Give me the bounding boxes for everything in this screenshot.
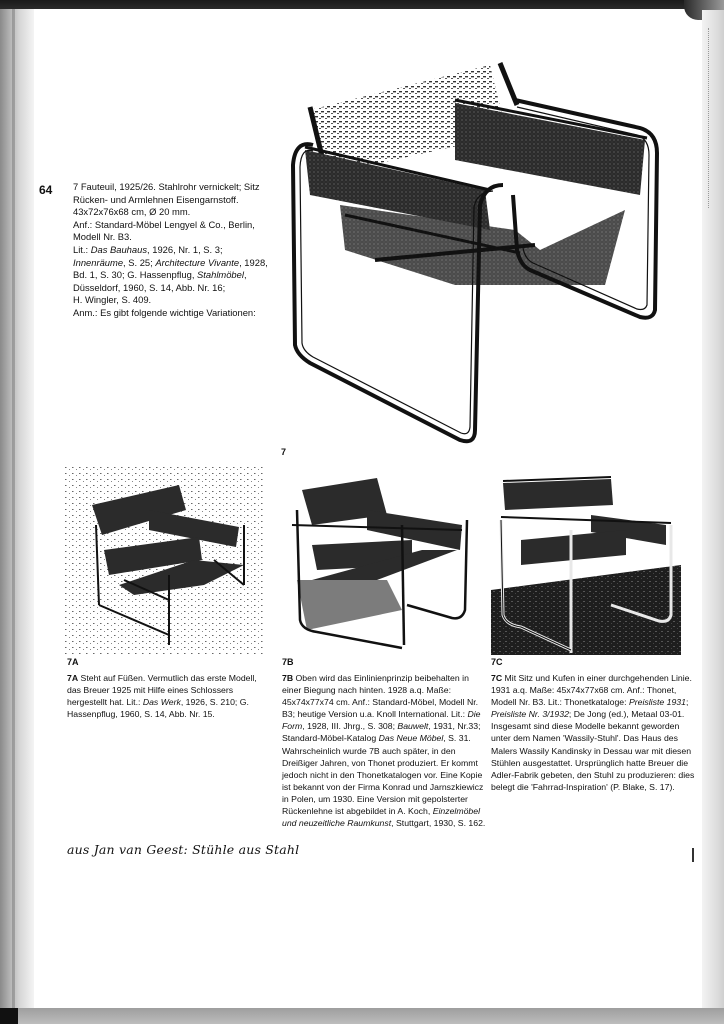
entry-title: Preisliste Nr. 3/1932 [491, 709, 569, 720]
caption-lit-line: Düsseldorf, 1960, S. 14, Abb. Nr. 16; [73, 281, 226, 293]
scan-left-shadow [0, 0, 34, 1024]
armrest-left [521, 530, 626, 565]
lit-title: Das Bauhaus [90, 243, 148, 255]
entry-id: 7A [67, 673, 79, 683]
text-7c [491, 672, 696, 793]
paragraph-7a [67, 672, 272, 720]
text-7b [282, 672, 487, 829]
entry-text: , 1931, Nr.33; Standard-Möbel-Katalog [282, 721, 481, 744]
chair-7a-photo [64, 465, 264, 655]
handwritten-source-note: aus Jan van Geest: Stühle aus Stahl [67, 842, 300, 857]
scan-gutter-line [12, 0, 15, 1024]
main-figure-caption [73, 181, 283, 320]
scan-mark [692, 848, 694, 862]
entry-text: , 1928, III. Jhrg., S. 308; [302, 721, 398, 732]
floor-background [491, 565, 681, 655]
photo-7b [282, 470, 477, 655]
scan-bottom-corner [0, 1008, 18, 1024]
scan-right-dots [708, 28, 710, 208]
lit-text: , 1926, Nr. 1, S. 3; [147, 243, 223, 255]
entry-text: Steht auf Füßen. Vermutlich das erste Modell, das Breuer 1925 mit Hilfe eines Schlossers hergestellt hat. Lit.: [67, 673, 257, 708]
text-7a [67, 672, 272, 720]
entry-id: 7C [491, 673, 503, 683]
caption-lit-line: H. Wingler, S. 409. [73, 294, 152, 306]
backrest [503, 479, 613, 510]
photo-7b-label: 7B [282, 657, 294, 667]
chair-7b-photo [282, 470, 477, 655]
entry-text: ; De Jong (ed.), Metaal 03-01. [568, 709, 685, 720]
caption-lit-line [73, 257, 283, 270]
entry-text: Mit Sitz und Kufen in einer durchgehenden Linie. 1931 a.q. Maße: 45x74x77x68 cm. Anf.: Thonet, Modell Nr. B3. Lit.: Thonetkataloge: [491, 673, 692, 708]
caption-lit-line [73, 244, 283, 257]
chair-7c-photo [491, 475, 681, 655]
photo-7c [491, 475, 681, 655]
entry-title: Das Werk [142, 697, 181, 708]
caption-line: 43x72x76x68 cm, Ø 20 mm. [73, 206, 191, 218]
right-armrest-fabric [455, 103, 645, 195]
lit-text: , 1928, [239, 256, 268, 268]
lit-prefix: Lit.: [73, 243, 91, 255]
lit-title: Innenräume [73, 256, 124, 268]
entry-text: ; [685, 697, 689, 708]
entry-title: Das Neue Möbel [378, 733, 444, 744]
photo-7a-label: 7A [67, 657, 79, 667]
paragraph-7b [282, 672, 487, 829]
lit-title: Stahlmöbel [197, 269, 244, 281]
back-tube-right [500, 63, 517, 105]
caption-note: Anm.: Es gibt folgende wichtige Variationen: [73, 306, 256, 318]
entry-title: Preisliste 1931 [628, 697, 686, 708]
entry-text: , 1926, S. 210; G. Hassenpflug, 1960, S. 14, Abb. Nr. 15. [67, 697, 249, 720]
entry-title: Die Form [282, 709, 481, 732]
entry-title: Bauwelt [397, 721, 429, 732]
entry-text: , Stuttgart, 1930, S. 162. [391, 818, 486, 829]
entry-text: Oben wird das Einlinienprinzip beibehalten in einer Biegung nach hinten. 1928 a.q. Maße: 45x74x77x74 cm. Anf.: Standard-Möbel, Modell Nr. B3; heutige Version u.a. Knoll International. Lit.: [282, 673, 479, 720]
entry-id: 7B [282, 673, 294, 683]
photo-7a [64, 465, 264, 655]
caption-line: Rücken- und Armlehnen Eisengarnstoff. [73, 193, 239, 205]
lit-text: , S. 25; [123, 256, 156, 268]
scan-bottom-border [0, 1008, 724, 1024]
page-number: 64 [39, 183, 53, 197]
photo-7c-label: 7C [491, 657, 503, 667]
main-figure-label: 7 [281, 447, 287, 457]
scan-right-page-edge [702, 10, 724, 1008]
wassily-chair-drawing [285, 55, 680, 445]
floor-shadow [297, 580, 402, 630]
caption-line: 7 Fauteuil, 1925/26. Stahlrohr vernickelt; Sitz [73, 181, 260, 192]
caption-lit-line [73, 269, 283, 282]
entry-text: , S. 31. Wahrscheinlich wurde 7B auch später, in den Dreißiger Jahren, von Thonet produziert. Er kommt jedoch nicht in den Thonetkatalogen vor. Eine Kopie ist bekannt von der Firma Konrad und Jarnszkiewicz in Polen, um 1930. Eine Version mit gepolsterter Rückenlehne ist abgebildet in A. Koch, [282, 733, 484, 817]
main-chair-illustration [285, 55, 680, 445]
paragraph-7c [491, 672, 696, 720]
scan-top-border [0, 0, 724, 9]
caption-line: Modell Nr. B3. [73, 231, 132, 243]
lit-title: Architecture Vivante [155, 256, 240, 268]
paragraph-7c-summary: Insgesamt sind diese Modelle bekannt geworden unter dem Namen 'Wassily-Stuhl'. Das Haus des Malers Wassily Kandinsky in Dessau war mit diesen Stühlen ausgestattet. Ursprünglich hatte Breuer die Adler-Fabrik gebeten, den Stuhl zu produzieren: dies belegt die 'Fahrrad-Inspiration' (P. Blake, S. 17). [491, 721, 695, 792]
lit-text: , [243, 269, 247, 281]
entry-title: Einzelmöbel und neuzeitliche Raumkunst [282, 806, 481, 829]
lit-text: Bd. 1, S. 30; G. Hassenpflug, [73, 269, 198, 281]
caption-line: Anf.: Standard-Möbel Lengyel & Co., Berlin, [73, 218, 255, 230]
